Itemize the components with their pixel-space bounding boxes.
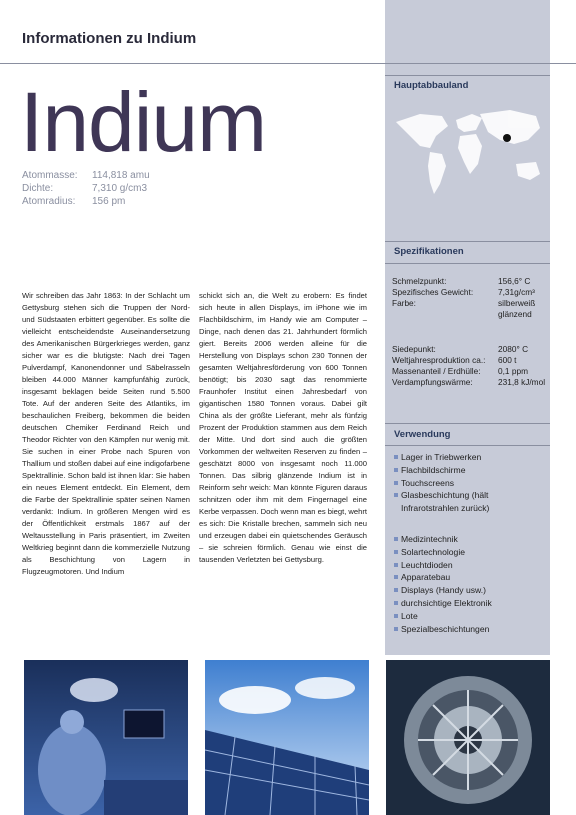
- uses-list-a: [394, 451, 544, 515]
- bullet-icon: [394, 481, 398, 485]
- bullet-icon: [394, 550, 398, 554]
- list-item: Touchscreens: [394, 477, 544, 490]
- section-divider: [385, 445, 550, 446]
- section-divider: [385, 241, 550, 242]
- list-item: Spezialbeschichtungen: [394, 623, 544, 636]
- property-label: Atomradius:: [22, 196, 76, 207]
- spec-row: [392, 344, 556, 355]
- bullet-icon: [394, 563, 398, 567]
- uses-heading: Verwendung: [394, 429, 451, 440]
- list-item: Flachbildschirme: [394, 464, 544, 477]
- property-label: Atommasse:: [22, 170, 78, 181]
- list-item: Solartechnologie: [394, 546, 544, 559]
- list-item: Lote: [394, 610, 544, 623]
- map-heading: Hauptabbauland: [394, 80, 469, 91]
- bullet-icon: [394, 493, 398, 497]
- list-item: Leuchtdioden: [394, 559, 544, 572]
- spec-label: Spezifisches Gewicht:: [392, 287, 474, 297]
- section-divider: [385, 263, 550, 264]
- property-value: 114,818 amu: [92, 170, 150, 181]
- spec-label: Farbe:: [392, 298, 416, 308]
- list-item: Apparatebau: [394, 571, 544, 584]
- list-item: durchsichtige Elektronik: [394, 597, 544, 610]
- list-item: Lager in Triebwerken: [394, 451, 544, 464]
- body-text-column-1: Wir schreiben das Jahr 1863: In der Schlacht um Gettysburg stehen sich die Truppen der Nord- und Südstaaten erbittert gegenüber. Es sollte die vielleicht entscheidendste Auseinandersetzung des Amerikanischen Bürgerkrieges werden, ganz sicher war es die blutigste: Nach drei Tagen Pulverdampf, Kanonendonner und Säbelrasseln bleiben 44.000 Männer kampfunfähig zurück, insgesamt beklagen beide Seiten rund 5.500 Tote. Auf der anderen Seite des Atlantiks, im beschaulichen Freiberg, bekommen die beiden deutschen Chemiker Ferdinand Reich und Theodor Richter von den Kämpfen nur wenig mit. Sie suchen in einer Probe nach Spuren von Thallium und stoßen dabei auf eine indigofarbene Spektrallinie. Schon bald ist ihnen klar: Sie haben ein neues Element entdeckt. Ein Element, dem die Farbe der Spektrallinie später seinen Namen verdankt: Indium. In größeren Mengen wird es der Öffentlichkeit erstmals 1867 auf der Weltausstellung in Paris präsentiert, im Zweiten Weltkrieg beginnt dann die kommerzielle Nutzung als Beschichtung von Lagern in Flugzeugmotoren. Und Indium: [22, 291, 190, 576]
- header-divider: [0, 63, 576, 64]
- bullet-icon: [394, 575, 398, 579]
- spec-row: [392, 298, 548, 320]
- bullet-icon: [394, 614, 398, 618]
- photo-jet-engine: [386, 660, 550, 815]
- uses-list-b: [394, 533, 544, 635]
- bullet-icon: [394, 588, 398, 592]
- spec-row: [392, 377, 556, 388]
- china-marker-icon: [503, 134, 511, 142]
- spec-label: Schmelzpunkt:: [392, 276, 447, 286]
- spec-list-top: [392, 276, 548, 320]
- spec-heading: Spezifikationen: [394, 246, 464, 257]
- spec-value: 231,8 kJ/mol: [498, 377, 546, 387]
- bullet-icon: [394, 601, 398, 605]
- spec-row: [392, 276, 548, 287]
- spec-value: silberweiß glänzend: [498, 298, 536, 319]
- body-text-column-2: schickt sich an, die Welt zu erobern: Es findet sich heute in allen Displays, im iPhone wie im Flachbildschirm, im Handy wie am Computer – Dinge, nach denen das 21. Jahrhundert förmlich giert. Bereits 2006 werden alleine für die Herstellung von Displays schon 230 Tonnen der gesamten Weltjahresförderung von 600 Tonnen benötigt; bis 2030 sagt das renommierte Fraunhofer Institut einen Jahresbedarf von gigantischen 1580 Tonnen voraus. Dabei gilt China als der größte Lieferant, mehr als fünfzig Prozent der Produktion stammen aus dem Reich der Mitte. Und dort sind auch die größten Vorkommen der weltweiten Reserven zu finden – geschätzt 8000 von insgesamt noch 11.000 Tonnen. Das silbrig glänzende Indium ist in Reinform sehr weich: Man könnte Figuren daraus schnitzen oder ihm mit dem Fingernagel eine Kerbe verpassen. Doch wenn man es biegt, wehrt es sich: Die Kristalle brechen, sammeln sich neu und erzeugen dabei ein quietschendes Geräusch – sie schreien förmlich. Genau wie einst die tausenden Verletzten bei Gettysburg.: [199, 291, 367, 564]
- list-item: Displays (Handy usw.): [394, 584, 544, 597]
- bullet-icon: [394, 468, 398, 472]
- spec-row: [392, 287, 548, 298]
- spec-row: [392, 355, 556, 366]
- list-item: Glasbeschichtung (hält Infrarotstrahlen zurück): [394, 489, 544, 515]
- spec-value: 0,1 ppm: [498, 366, 528, 376]
- property-value: 156 pm: [92, 196, 126, 207]
- bullet-icon: [394, 455, 398, 459]
- spec-row: [392, 366, 556, 377]
- photo-solar-panels: [205, 660, 369, 815]
- property-label: Dichte:: [22, 183, 54, 194]
- spec-label: Siedepunkt:: [392, 344, 436, 354]
- spec-label: Weltjahresproduktion ca.:: [392, 355, 486, 365]
- spec-label: Verdampfungswärme:: [392, 377, 473, 387]
- world-map: [390, 102, 548, 200]
- property-row: [22, 183, 150, 196]
- bullet-icon: [394, 627, 398, 631]
- spec-list-bottom: [392, 344, 556, 388]
- page-header-title: Informationen zu Indium: [22, 30, 197, 47]
- property-row: [22, 170, 150, 183]
- section-divider: [385, 423, 550, 424]
- photo-operating-room: [24, 660, 188, 815]
- spec-value: 2080° C: [498, 344, 529, 354]
- element-properties: [22, 170, 150, 209]
- spec-value: 600 t: [498, 355, 517, 365]
- section-divider: [385, 75, 550, 76]
- property-value: 7,310 g/cm3: [92, 183, 148, 194]
- element-name: Indium: [20, 75, 267, 169]
- bullet-icon: [394, 537, 398, 541]
- spec-label: Massenanteil / Erdhülle:: [392, 366, 481, 376]
- spec-value: 7,31g/cm³: [498, 287, 535, 297]
- spec-value: 156,6° C: [498, 276, 531, 286]
- list-item: Medizintechnik: [394, 533, 544, 546]
- property-row: [22, 196, 150, 209]
